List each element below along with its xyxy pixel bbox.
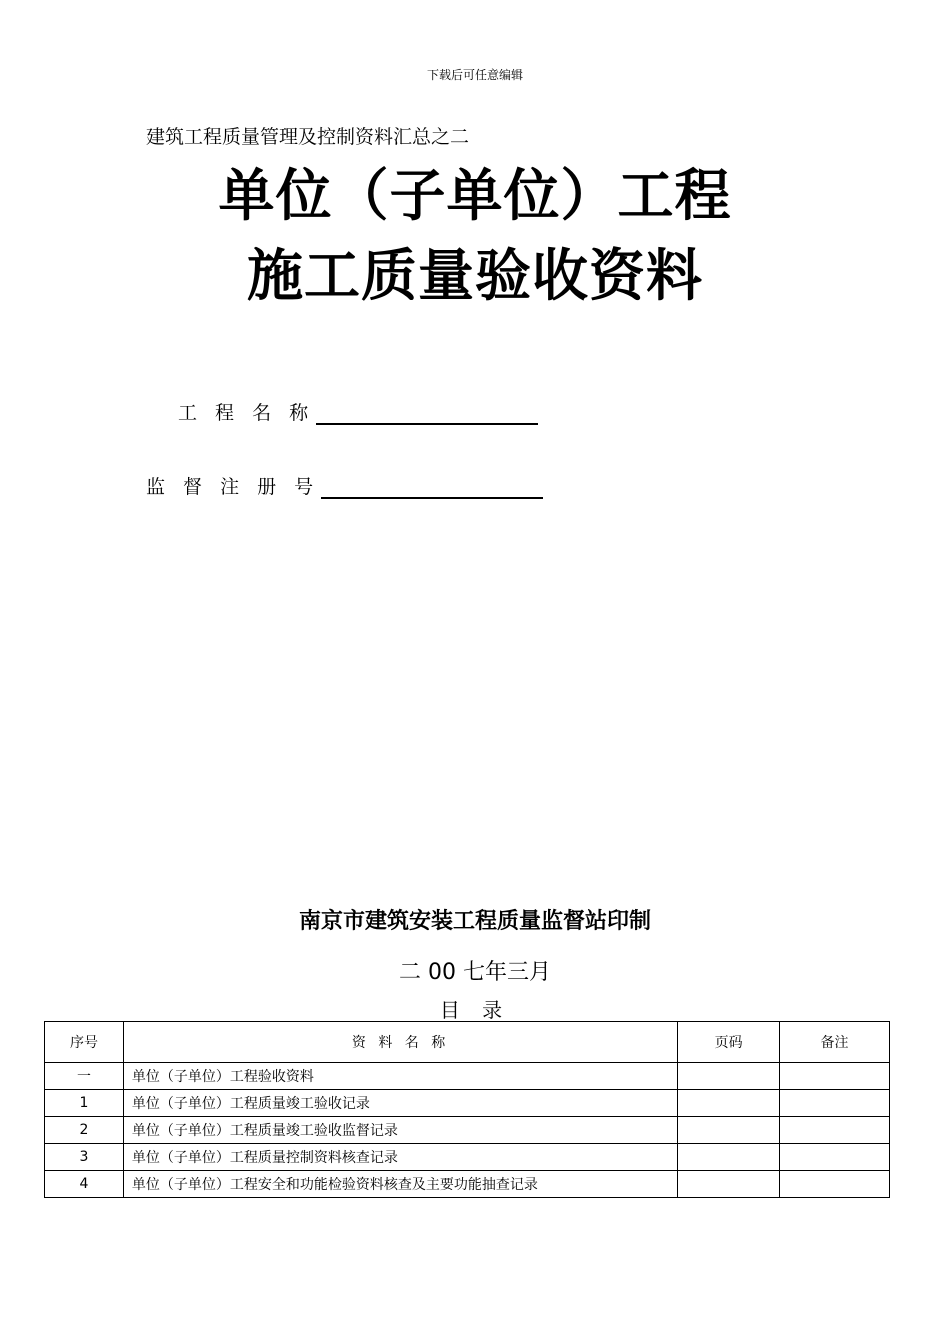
toc-header-page: 页码 — [678, 1022, 780, 1063]
toc-cell-remark — [780, 1117, 890, 1144]
project-name-label: 工 程 名 称 — [178, 402, 315, 424]
toc-section-name: 单位（子单位）工程验收资料 — [123, 1063, 677, 1090]
toc-cell-remark — [780, 1144, 890, 1171]
toc-row-name: 单位（子单位）工程质量竣工验收记录 — [123, 1090, 677, 1117]
table-row — [45, 1144, 890, 1171]
table-row — [45, 1117, 890, 1144]
series-title: 建筑工程质量管理及控制资料汇总之二 — [146, 126, 470, 148]
toc-row-no: 1 — [45, 1090, 124, 1117]
table-row — [45, 1171, 890, 1198]
main-title-line1: 单位（子单位）工程 — [218, 164, 732, 229]
toc-row-name: 单位（子单位）工程质量控制资料核查记录 — [123, 1144, 677, 1171]
toc-header-no: 序号 — [45, 1022, 124, 1063]
toc-table — [44, 1021, 890, 1198]
toc-cell-page — [678, 1090, 780, 1117]
issuer: 南京市建筑安装工程质量监督站印制 — [298, 909, 651, 934]
registration-no-label: 监 督 注 册 号 — [146, 476, 320, 498]
toc-header-row — [45, 1022, 890, 1063]
toc-row-no: 2 — [45, 1117, 124, 1144]
toc-cell-page — [678, 1063, 780, 1090]
toc-row-name: 单位（子单位）工程安全和功能检验资料核查及主要功能抽查记录 — [123, 1171, 677, 1198]
toc-cell-page — [678, 1144, 780, 1171]
project-name-blank[interactable] — [316, 401, 538, 425]
toc-title: 目 录 — [439, 998, 511, 1022]
toc-row-name: 单位（子单位）工程质量竣工验收监督记录 — [123, 1117, 677, 1144]
toc-header-remark: 备注 — [780, 1022, 890, 1063]
toc-cell-page — [678, 1171, 780, 1198]
header-note: 下载后可任意编辑 — [426, 68, 523, 82]
toc-cell-remark — [780, 1171, 890, 1198]
toc-cell-remark — [780, 1090, 890, 1117]
registration-no-field — [146, 472, 543, 499]
registration-no-blank[interactable] — [321, 475, 543, 499]
toc-section-no: 一 — [45, 1063, 124, 1090]
toc-cell-remark — [780, 1063, 890, 1090]
toc-cell-page — [678, 1117, 780, 1144]
toc-section-row — [45, 1063, 890, 1090]
main-title-line2: 施工质量验收资料 — [247, 244, 703, 309]
toc-header-name: 资 料 名 称 — [123, 1022, 677, 1063]
toc-row-no: 3 — [45, 1144, 124, 1171]
project-name-field — [178, 398, 538, 425]
issue-date: 二 00 七年三月 — [399, 960, 551, 985]
toc-row-no: 4 — [45, 1171, 124, 1198]
table-row — [45, 1090, 890, 1117]
